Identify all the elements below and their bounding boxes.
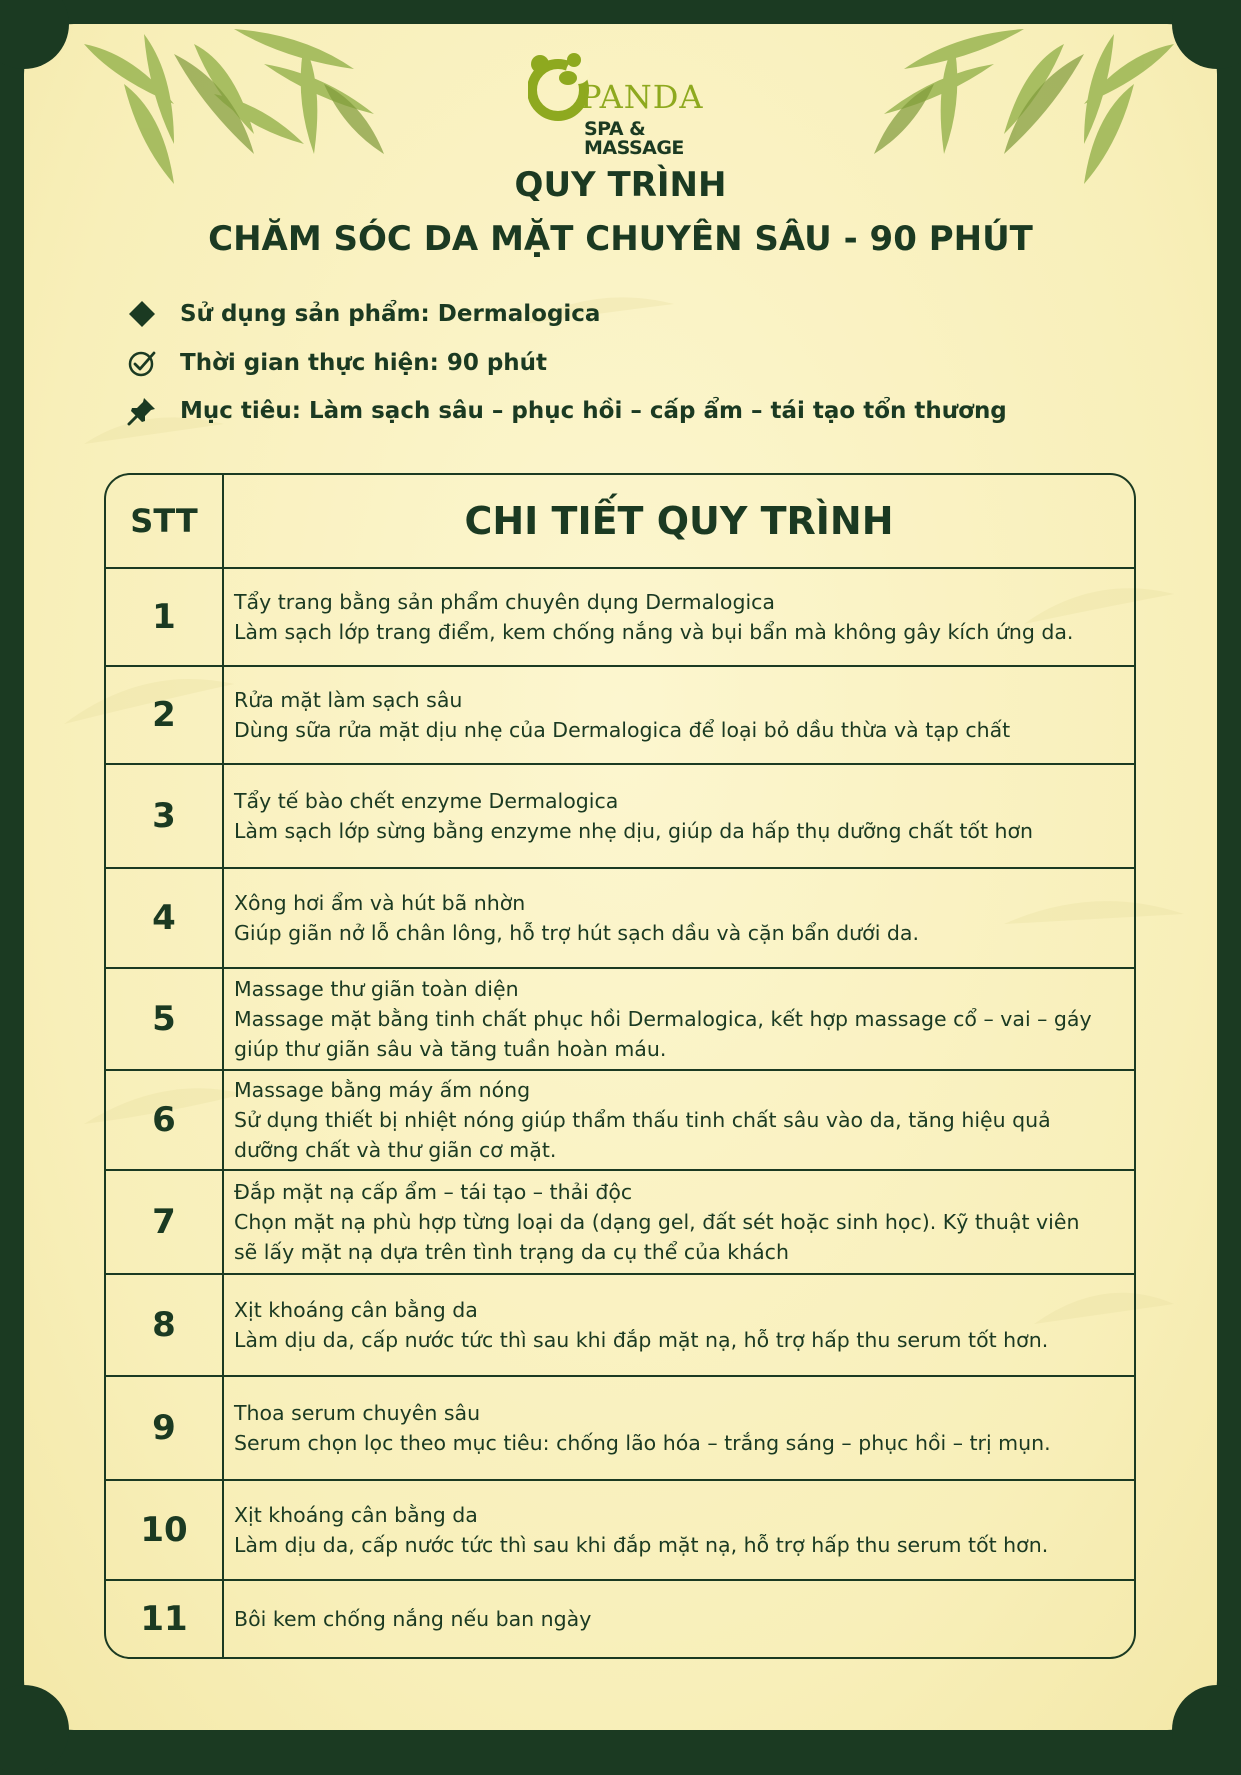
- row-11-title: Bôi kem chống nắng nếu ban ngày: [234, 1607, 592, 1631]
- row-6-desc: Sử dụng thiết bị nhiệt nóng giúp thẩm thấu tinh chất sâu vào da, tăng hiệu quả dưỡng chất và thư giãn cơ mặt.: [234, 1108, 1051, 1162]
- row-5-detail: [234, 969, 1122, 1069]
- logo-subtitle: SPA & MASSAGE: [584, 118, 684, 159]
- row-7-number: 7: [152, 1202, 176, 1242]
- row-4-detail: [234, 869, 1122, 967]
- row-8-detail: [234, 1275, 1122, 1375]
- row-11-number: 11: [140, 1599, 188, 1639]
- row-7-desc: Chọn mặt nạ phù hợp từng loại da (dạng gel, đất sét hoặc sinh học). Kỹ thuật viên sẽ lấy mặt nạ dựa trên tình trạng da cụ thể của khách: [234, 1210, 1080, 1264]
- row-10-detail: [234, 1481, 1122, 1579]
- procedure-table: [104, 473, 1136, 1659]
- row-1-title: Tẩy trang bằng sản phẩm chuyên dụng Dermalogica: [234, 590, 775, 614]
- page-title-line2: CHĂM SÓC DA MẶT CHUYÊN SÂU - 90 PHÚT: [208, 219, 1033, 259]
- row-1-detail: [234, 569, 1122, 665]
- row-7-title: Đắp mặt nạ cấp ẩm – tái tạo – thải độc: [234, 1180, 633, 1204]
- row-10-number: 10: [140, 1510, 188, 1550]
- row-5-desc: Massage mặt bằng tinh chất phục hồi Dermalogica, kết hợp massage cổ – vai – gáy giúp thư giãn sâu và tăng tuần hoàn máu.: [234, 1007, 1092, 1061]
- row-9-number: 9: [152, 1408, 176, 1448]
- row-4-title: Xông hơi ẩm và hút bã nhờn: [234, 891, 526, 915]
- row-8-title: Xịt khoáng cân bằng da: [234, 1298, 478, 1322]
- row-9-desc: Serum chọn lọc theo mục tiêu: chống lão hóa – trắng sáng – phục hồi – trị mụn.: [234, 1431, 1051, 1455]
- panda-spa-logo: [528, 48, 718, 159]
- row-3-desc: Làm sạch lớp sừng bằng enzyme nhẹ dịu, giúp da hấp thụ dưỡng chất tốt hơn: [234, 819, 1034, 843]
- info-duration-text: Thời gian thực hiện: 90 phút: [180, 350, 548, 376]
- row-2-detail: [234, 667, 1122, 763]
- row-11-detail: [234, 1581, 1122, 1657]
- row-10-title: Xịt khoáng cân bằng da: [234, 1503, 478, 1527]
- row-8-desc: Làm dịu da, cấp nước tức thì sau khi đắp mặt nạ, hỗ trợ hấp thu serum tốt hơn.: [234, 1328, 1049, 1352]
- info-duration: [126, 345, 547, 381]
- row-2-desc: Dùng sữa rửa mặt dịu nhẹ của Dermalogica để loại bỏ dầu thừa và tạp chất: [234, 718, 1011, 742]
- row-3-number: 3: [152, 796, 176, 836]
- row-4-number: 4: [152, 898, 176, 938]
- row-6-detail: [234, 1071, 1122, 1169]
- pin-icon: [126, 395, 158, 427]
- diamond-icon: [126, 298, 158, 330]
- row-8-number: 8: [152, 1305, 176, 1345]
- row-2-number: 2: [152, 695, 176, 735]
- row-2-title: Rửa mặt làm sạch sâu: [234, 688, 463, 712]
- row-6-number: 6: [152, 1100, 176, 1140]
- page-title-line1: QUY TRÌNH: [514, 165, 727, 205]
- header-stt: STT: [130, 502, 198, 540]
- logo-brand: PANDA: [580, 78, 704, 116]
- info-goal: [126, 393, 1007, 429]
- info-goal-text: Mục tiêu: Làm sạch sâu – phục hồi – cấp ẩm – tái tạo tổn thương: [180, 398, 1007, 424]
- row-3-title: Tẩy tế bào chết enzyme Dermalogica: [234, 789, 619, 813]
- row-5-title: Massage thư giãn toàn diện: [234, 977, 519, 1001]
- row-9-title: Thoa serum chuyên sâu: [234, 1401, 481, 1425]
- header-detail: CHI TIẾT QUY TRÌNH: [464, 499, 894, 543]
- row-4-desc: Giúp giãn nở lỗ chân lông, hỗ trợ hút sạch dầu và cặn bẩn dưới da.: [234, 921, 920, 945]
- row-1-desc: Làm sạch lớp trang điểm, kem chống nắng và bụi bẩn mà không gây kích ứng da.: [234, 620, 1074, 644]
- info-product-text: Sử dụng sản phẩm: Dermalogica: [180, 301, 601, 327]
- row-6-title: Massage bằng máy ấm nóng: [234, 1078, 531, 1102]
- check-circle-icon: [126, 347, 158, 379]
- row-10-desc: Làm dịu da, cấp nước tức thì sau khi đắp mặt nạ, hỗ trợ hấp thu serum tốt hơn.: [234, 1533, 1049, 1557]
- row-3-detail: [234, 765, 1122, 867]
- info-product: [126, 296, 600, 332]
- row-1-number: 1: [152, 597, 176, 637]
- row-5-number: 5: [152, 999, 176, 1039]
- row-9-detail: [234, 1377, 1122, 1479]
- row-7-detail: [234, 1171, 1122, 1273]
